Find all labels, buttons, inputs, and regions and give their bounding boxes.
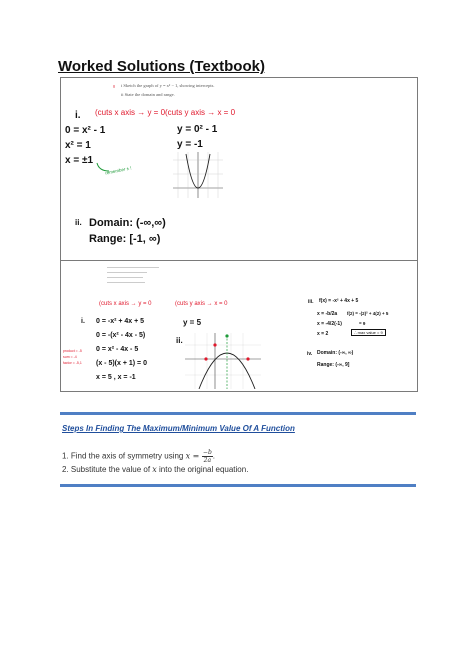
x-work-line: 0 = x² - 1 xyxy=(65,125,106,136)
range-answer: Range: (-∞, 9] xyxy=(317,362,350,368)
question-number: 8 xyxy=(113,84,115,89)
factor-note: factor = -5,1 xyxy=(63,361,82,365)
part-iv-label: iv. xyxy=(307,351,313,357)
step-1-fraction xyxy=(202,449,216,464)
x-intercept-heading: (cuts x axis → y = 0 xyxy=(95,108,166,117)
part-i-label: i. xyxy=(81,318,85,325)
x-work-line: (x - 5)(x + 1) = 0 xyxy=(96,360,147,367)
parabola-sketch-2 xyxy=(185,333,261,389)
parabola-sketch-1 xyxy=(171,150,225,200)
remember-note: remember ± ! xyxy=(104,165,132,176)
part-iii-label: iii. xyxy=(308,299,314,305)
factor-note: sum = -4 xyxy=(63,355,77,359)
step-1 xyxy=(62,449,215,464)
axis-work-line: x = 2 xyxy=(317,331,329,337)
fraction-numerator: −b xyxy=(202,449,212,456)
part-ii-label: ii. xyxy=(75,218,82,227)
step-2-text-a: 2. Substitute the value of xyxy=(62,465,153,474)
arrow-icon xyxy=(95,162,111,174)
section-rule-bottom xyxy=(60,484,416,487)
part-i-label: i. xyxy=(75,110,81,121)
y-work-line: y = -1 xyxy=(177,139,203,150)
y-work-line: y = 0² - 1 xyxy=(177,124,218,135)
axis-work-line: x = -b/2a xyxy=(317,311,338,317)
y-intercept-heading: (cuts y axis → x = 0 xyxy=(165,108,236,117)
question-part-ii: ii State the domain and range. xyxy=(121,92,175,97)
worked-solution-panel-1 xyxy=(60,77,418,262)
worked-solution-panel-2 xyxy=(60,260,418,392)
substitution-line: f(2) = -(2)² + 4(2) + 5 xyxy=(347,311,389,316)
x-work-line: x = ±1 xyxy=(65,155,94,166)
question-part-i: i Sketch the graph of y = x² − 1, showing intercepts. xyxy=(121,83,215,88)
x-work-line: x² = 1 xyxy=(65,140,91,151)
range-answer: Range: [-1, ∞) xyxy=(89,233,161,245)
step-2 xyxy=(62,465,248,474)
axis-work-line: x = -4/2(-1) xyxy=(317,321,342,327)
function-definition: f(x) = -x² + 4x + 5 xyxy=(319,298,359,304)
max-value-callout: ∴ max value = 9 xyxy=(351,329,386,336)
part-ii-label: ii. xyxy=(176,336,183,345)
domain-answer: Domain: (-∞, ∞) xyxy=(317,350,354,356)
step-1-text: 1. Find the axis of symmetry using xyxy=(62,451,186,461)
section-rule-top xyxy=(60,412,416,415)
step-2-variable: x xyxy=(152,465,157,474)
factor-note: product = -5 xyxy=(63,349,82,353)
page-title: Worked Solutions (Textbook) xyxy=(58,58,265,75)
fraction-denominator: 2a xyxy=(203,457,212,464)
x-work-line: x = 5 , x = -1 xyxy=(96,374,136,381)
x-work-line: 0 = -x² + 4x + 5 xyxy=(96,318,145,325)
y-work-line: y = 5 xyxy=(183,318,202,327)
step-1-lhs: x = xyxy=(185,451,202,461)
x-intercept-heading: (cuts x axis → y = 0 xyxy=(99,301,152,307)
x-work-line: 0 = -(x² - 4x - 5) xyxy=(96,332,146,339)
x-work-line: 0 = x² - 4x - 5 xyxy=(96,346,139,353)
substitution-line: = 9 xyxy=(359,321,366,326)
step-2-text-b: into the original equation. xyxy=(156,465,249,474)
domain-answer: Domain: (-∞,∞) xyxy=(89,217,166,229)
printed-question xyxy=(107,265,159,287)
step-1-end: . xyxy=(212,451,216,461)
y-intercept-heading: (cuts y axis → x = 0 xyxy=(175,301,228,307)
steps-heading: Steps In Finding The Maximum/Minimum Value Of A Function xyxy=(62,424,295,433)
